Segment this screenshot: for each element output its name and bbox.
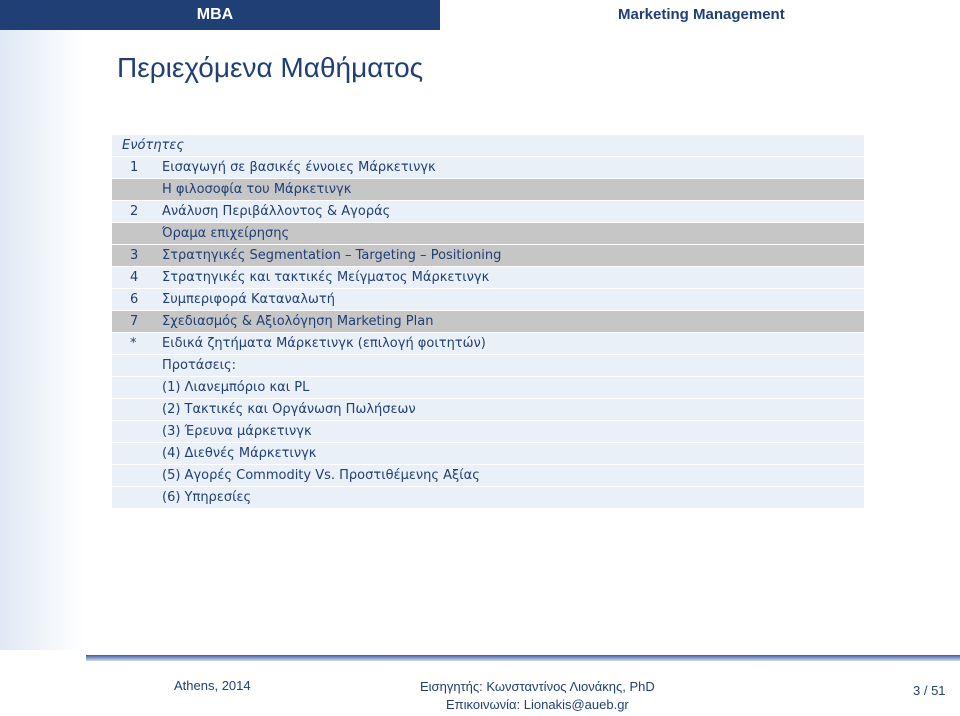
table-row	[112, 333, 864, 355]
table-row	[112, 267, 864, 289]
row-text: Συμπεριφορά Καταναλωτή	[162, 292, 335, 307]
row-number: 7	[130, 314, 139, 329]
table-row	[112, 311, 864, 333]
table-row	[112, 201, 864, 223]
footer-contact: Επικοινωνία: Lionakis@aueb.gr	[446, 697, 629, 712]
table-row	[112, 443, 864, 465]
table-row	[112, 399, 864, 421]
left-accent-band	[0, 30, 86, 650]
table-row	[112, 377, 864, 399]
slide-title: Περιεχόμενα Μαθήματος	[117, 52, 424, 83]
row-number: *	[130, 336, 137, 351]
table-header-row	[112, 135, 864, 157]
row-text: Όραμα επιχείρησης	[162, 226, 290, 241]
table-row	[112, 179, 864, 201]
header-bar	[0, 0, 440, 30]
row-text: Εισαγωγή σε βασικές έννοιες Μάρκετινγκ	[162, 160, 436, 175]
row-number: 2	[130, 204, 139, 219]
table-row	[112, 289, 864, 311]
row-text: Στρατηγικές και τακτικές Μείγματος Μάρκετινγκ	[162, 270, 490, 285]
row-text: (5) Αγορές Commodity Vs. Προστιθέμενης Αξίας	[162, 468, 480, 483]
page-number: 3 / 51	[913, 683, 946, 698]
row-text: (6) Υπηρεσίες	[162, 490, 252, 505]
row-text: (2) Τακτικές και Οργάνωση Πωλήσεων	[162, 402, 416, 417]
footer-presenter: Εισηγητής: Κωνσταντίνος Λιονάκης, PhD	[420, 679, 655, 694]
row-text: (4) Διεθνές Μάρκετινγκ	[162, 446, 317, 461]
table-row	[112, 487, 864, 509]
row-number: 3	[130, 248, 139, 263]
row-number: 4	[130, 270, 139, 285]
table-row	[112, 421, 864, 443]
row-text: Σχεδιασμός & Αξιολόγηση Marketing Plan	[162, 314, 434, 329]
footer-divider	[86, 655, 960, 661]
table-header: Ενότητες	[122, 138, 184, 153]
header-label: MBA	[196, 6, 234, 23]
row-text: Ειδικά ζητήματα Μάρκετινγκ (επιλογή φοιτητών)	[162, 336, 486, 351]
row-text: (1) Λιανεμπόριο και PL	[162, 380, 310, 395]
footer-presenter-block	[420, 678, 655, 714]
table-row	[112, 157, 864, 179]
table-row	[112, 355, 864, 377]
row-text: (3) Έρευνα μάρκετινγκ	[162, 424, 312, 439]
footer-location-date: Athens, 2014	[174, 678, 251, 693]
table-row	[112, 245, 864, 267]
contents-table	[112, 135, 864, 509]
table-row	[112, 223, 864, 245]
row-text: Προτάσεις:	[162, 358, 237, 373]
row-text: Ανάλυση Περιβάλλοντος & Αγοράς	[162, 204, 391, 219]
row-text: Στρατηγικές Segmentation – Targeting – Positioning	[162, 248, 502, 263]
course-title: Marketing Management	[618, 6, 785, 23]
table-row	[112, 465, 864, 487]
row-number: 6	[130, 292, 139, 307]
row-number: 1	[130, 160, 139, 175]
row-text: Η φιλοσοφία του Μάρκετινγκ	[162, 182, 352, 197]
